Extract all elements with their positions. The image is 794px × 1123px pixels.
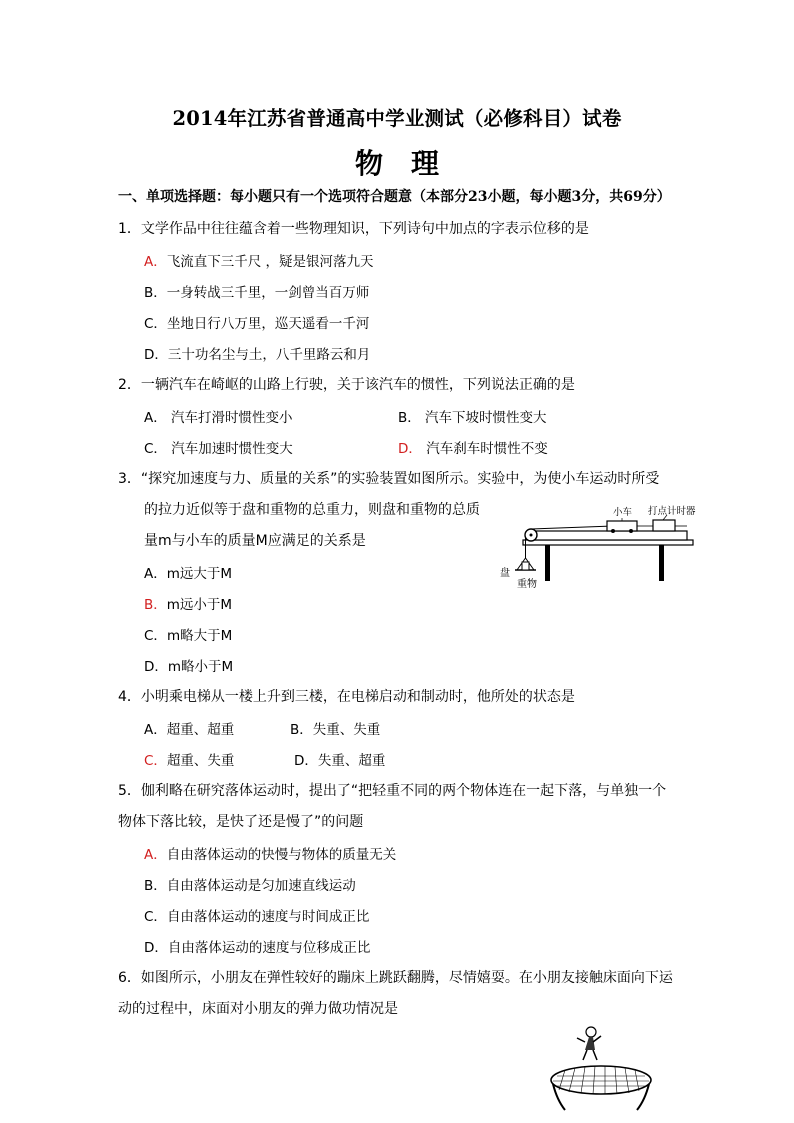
option-text: m略大于M bbox=[166, 628, 233, 644]
option-text: 汽车加速时惯性变大 bbox=[166, 441, 293, 457]
option-letter: C． bbox=[144, 628, 167, 644]
option-text: 超重、失重 bbox=[166, 753, 235, 769]
question-1-option-a[interactable] bbox=[144, 250, 374, 270]
timer-device bbox=[653, 520, 675, 531]
question-2-option-a[interactable] bbox=[144, 406, 293, 426]
question-4-stem: 4．小明乘电梯从一楼上升到三楼，在电梯启动和制动时，他所处的状态是 bbox=[118, 689, 575, 705]
question-5-option-b[interactable] bbox=[144, 874, 356, 894]
question-2-option-c[interactable] bbox=[144, 437, 293, 457]
option-letter: D． bbox=[398, 441, 422, 457]
option-text: m远小于M bbox=[166, 597, 233, 613]
weight-block bbox=[522, 562, 529, 570]
option-letter: C． bbox=[144, 909, 167, 925]
option-letter: B． bbox=[144, 878, 167, 894]
option-text: 自由落体运动的速度与位移成正比 bbox=[167, 940, 371, 956]
table-top bbox=[523, 540, 693, 545]
option-text: m略小于M bbox=[167, 659, 234, 675]
question-6-stem-line-1: 6．如图所示，小朋友在弹性较好的蹦床上跳跃翻腾，尽情嬉耍。在小朋友接触床面向下运 bbox=[118, 970, 673, 986]
string bbox=[531, 526, 613, 529]
option-text: 三十功名尘与土，八千里路云和月 bbox=[167, 347, 371, 363]
option-letter: C． bbox=[144, 316, 167, 332]
option-letter: B． bbox=[290, 722, 313, 738]
option-text: 失重、超重 bbox=[317, 753, 386, 769]
option-letter: B． bbox=[398, 410, 421, 426]
cart-pulley-apparatus-figure bbox=[495, 500, 715, 592]
option-text: 自由落体运动的快慢与物体的质量无关 bbox=[166, 847, 397, 863]
cart bbox=[607, 521, 637, 531]
question-1-option-d[interactable] bbox=[144, 343, 370, 363]
option-text: 汽车打滑时惯性变小 bbox=[166, 410, 293, 426]
question-3-stem-line-3: 量m与小车的质量M应满足的关系是 bbox=[144, 533, 366, 549]
section-heading: 一、单项选择题：每小题只有一个选项符合题意（本部分23小题，每小题3分，共69分） bbox=[118, 189, 671, 205]
option-text: 自由落体运动是匀加速直线运动 bbox=[166, 878, 356, 894]
option-letter: C． bbox=[144, 753, 167, 769]
question-3-option-a[interactable] bbox=[144, 562, 232, 582]
question-5-option-a[interactable] bbox=[144, 843, 396, 863]
option-letter: A． bbox=[144, 566, 167, 582]
question-1-option-c[interactable] bbox=[144, 312, 369, 332]
option-letter: D． bbox=[144, 347, 168, 363]
weight-label: 重物 bbox=[517, 579, 537, 590]
question-2-option-d[interactable] bbox=[398, 437, 548, 457]
car-label: 小车 bbox=[613, 507, 633, 518]
option-letter: A． bbox=[144, 847, 167, 863]
question-5-stem-line-1: 5．伽利略在研究落体运动时，提出了“把轻重不同的两个物体连在一起下落，与单独一个 bbox=[118, 783, 667, 799]
option-letter: A． bbox=[144, 410, 167, 426]
option-letter: A． bbox=[144, 722, 167, 738]
option-letter: D． bbox=[144, 659, 168, 675]
table-leg-left bbox=[545, 545, 550, 581]
question-4-option-a[interactable] bbox=[144, 718, 234, 738]
question-6-stem-line-2: 动的过程中，床面对小朋友的弹力做功情况是 bbox=[118, 1001, 398, 1017]
question-4-option-b[interactable] bbox=[290, 718, 380, 738]
question-2-option-b[interactable] bbox=[398, 406, 547, 426]
timer-label: 打点计时器 bbox=[648, 506, 696, 517]
question-3-option-c[interactable] bbox=[144, 624, 232, 644]
option-letter: B． bbox=[144, 285, 167, 301]
subject-title: 物 理 bbox=[354, 147, 439, 180]
option-text: 飞流直下三千尺 ，疑是银河落九天 bbox=[166, 254, 374, 270]
option-letter: B． bbox=[144, 597, 167, 613]
trampoline-figure bbox=[545, 1020, 657, 1120]
option-letter: D． bbox=[294, 753, 318, 769]
question-1-option-b[interactable] bbox=[144, 281, 369, 301]
question-3-stem-line-2: 的拉力近似等于盘和重物的总重力，则盘和重物的总质 bbox=[144, 502, 480, 518]
table-leg-right bbox=[659, 545, 664, 581]
question-1-stem: 1．文学作品中往往蕴含着一些物理知识，下列诗句中加点的字表示位移的是 bbox=[118, 221, 589, 237]
trampoline-frame bbox=[551, 1066, 651, 1094]
option-text: 超重、超重 bbox=[166, 722, 235, 738]
question-3-stem-line-1: 3．“探究加速度与力、质量的关系”的实验装置如图所示。实验中，为使小车运动时所受 bbox=[118, 471, 660, 487]
option-text: 坐地日行八万里，巡天遥看一千河 bbox=[166, 316, 370, 332]
question-3-option-b[interactable] bbox=[144, 593, 232, 613]
question-4-option-d[interactable] bbox=[294, 749, 385, 769]
question-3-option-d[interactable] bbox=[144, 655, 233, 675]
question-5-option-c[interactable] bbox=[144, 905, 369, 925]
question-5-stem-line-2: 物体下落比较，是快了还是慢了”的问题 bbox=[118, 814, 364, 830]
track-board bbox=[535, 531, 687, 540]
option-text: 自由落体运动的速度与时间成正比 bbox=[166, 909, 370, 925]
option-text: m远大于M bbox=[166, 566, 233, 582]
question-4-option-c[interactable] bbox=[144, 749, 234, 769]
child-body bbox=[585, 1037, 595, 1050]
question-2-stem: 2．一辆汽车在崎岖的山路上行驶，关于该汽车的惯性，下列说法正确的是 bbox=[118, 377, 575, 393]
option-text: 一身转战三千里，一剑曾当百万师 bbox=[166, 285, 370, 301]
option-letter: D． bbox=[144, 940, 168, 956]
pan-label: 盘 bbox=[500, 568, 510, 579]
option-letter: C． bbox=[144, 441, 167, 457]
option-text: 失重、失重 bbox=[312, 722, 381, 738]
option-text: 汽车刹车时惯性不变 bbox=[421, 441, 548, 457]
exam-title: 2014年江苏省普通高中学业测试（必修科目）试卷 bbox=[172, 107, 622, 130]
child-head bbox=[586, 1027, 596, 1037]
option-letter: A． bbox=[144, 254, 167, 270]
question-5-option-d[interactable] bbox=[144, 936, 370, 956]
option-text: 汽车下坡时惯性变大 bbox=[420, 410, 547, 426]
